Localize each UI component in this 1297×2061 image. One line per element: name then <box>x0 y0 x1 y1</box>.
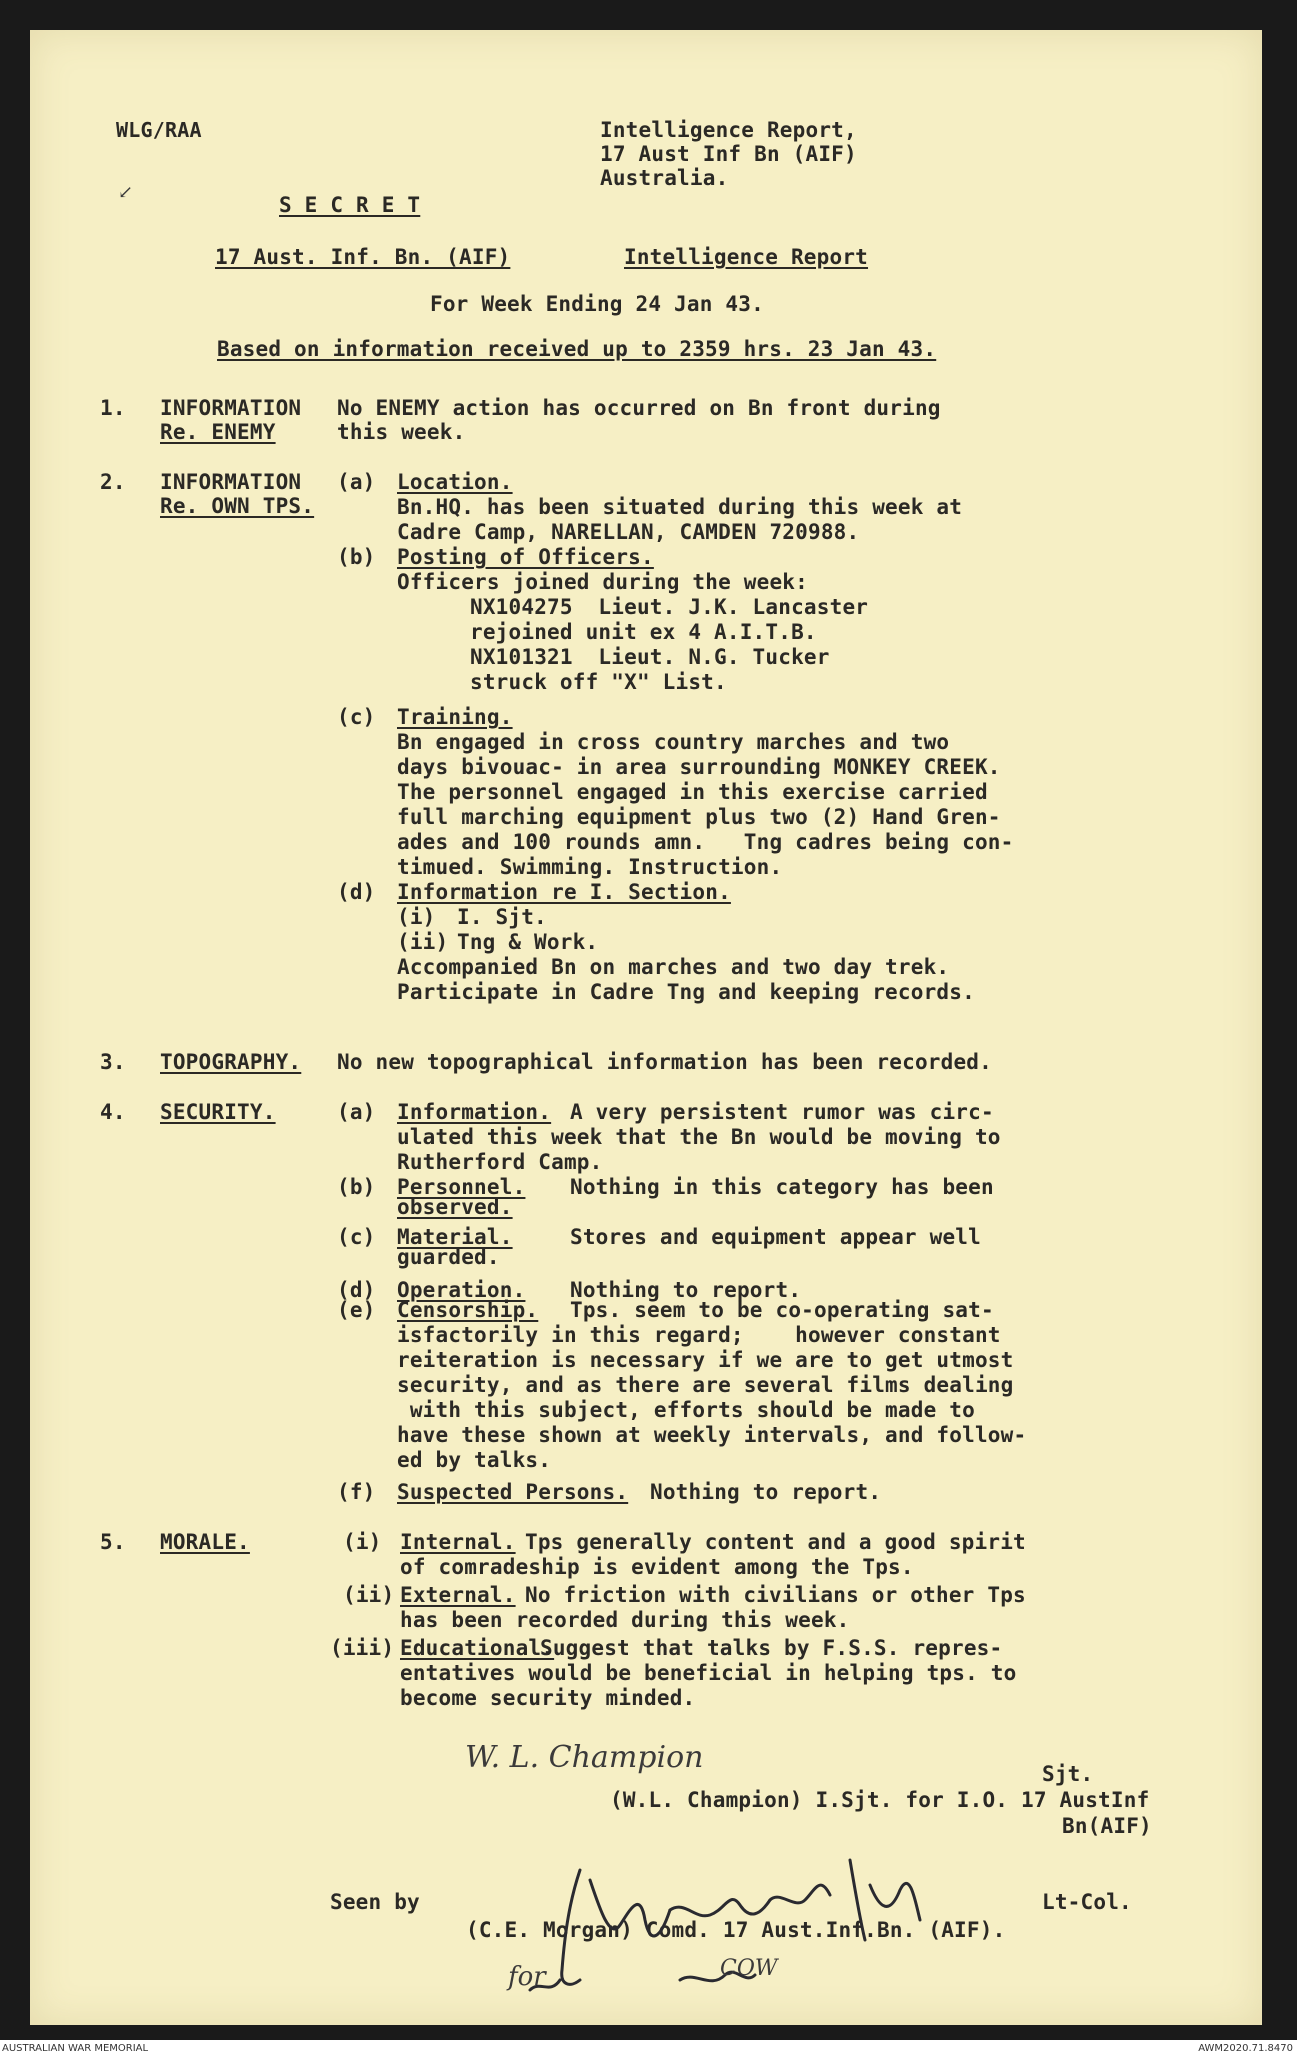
item-mark: (iii) <box>330 1636 395 1660</box>
signatory-1-line: (W.L. Champion) I.Sjt. for I.O. 17 AustInf <box>610 1788 1150 1812</box>
censorship-heading: Censorship. <box>397 1298 539 1322</box>
signatory-2-rank: Lt-Col. <box>1042 1890 1132 1914</box>
item-mark: (ii) <box>343 1583 395 1607</box>
handwritten-for: for <box>508 1962 546 1992</box>
training-line-1: Bn engaged in cross country marches and two <box>397 730 950 754</box>
posting-heading: Posting of Officers. <box>397 545 654 569</box>
i-section-line-1: Accompanied Bn on marches and two day trek. <box>397 955 950 979</box>
section-5-heading: MORALE. <box>160 1530 250 1554</box>
week-ending: For Week Ending 24 Jan 43. <box>430 292 764 316</box>
signatory-1-rank: Sjt. <box>1042 1762 1094 1786</box>
educational-line-1: Suggest that talks by F.S.S. repres- <box>540 1636 1003 1660</box>
item-mark: (d) <box>337 1278 376 1302</box>
i-section-sub-mark: (i) <box>397 905 436 929</box>
personnel-line-1: Nothing in this category has been <box>570 1175 994 1199</box>
external-line-2: has been recorded during this week. <box>400 1608 850 1632</box>
section-4-number: 4. <box>100 1100 126 1124</box>
i-section-sub-2: Tng & Work. <box>457 930 599 954</box>
addressee-line-3: Australia. <box>600 166 729 190</box>
posting-line-1: Officers joined during the week: <box>397 570 808 594</box>
i-section-line-2: Participate in Cadre Tng and keeping records. <box>397 980 975 1004</box>
internal-line-2: of comradeship is evident among the Tps. <box>400 1555 914 1579</box>
training-line-5: ades and 100 rounds amn. Tng cadres being con- <box>397 830 1014 854</box>
training-line-2: days bivouac- in area surrounding MONKEY CREEK. <box>397 755 1001 779</box>
external-heading: External. <box>400 1583 516 1607</box>
location-heading: Location. <box>397 470 513 494</box>
signatory-1-line-b: Bn(AIF) <box>1062 1814 1152 1838</box>
item-mark: (b) <box>337 545 376 569</box>
section-1-heading-1: INFORMATION <box>160 396 302 420</box>
material-line-2: guarded. <box>397 1245 500 1269</box>
i-section-sub-mark: (ii) <box>397 930 449 954</box>
material-heading: Material. <box>397 1225 513 1249</box>
training-line-3: The personnel engaged in this exercise carried <box>397 780 988 804</box>
information-line-2: ulated this week that the Bn would be moving to <box>397 1125 1001 1149</box>
censorship-line-2: isfactorily in this regard; however constant <box>397 1323 1001 1347</box>
censorship-line-5: with this subject, efforts should be made to <box>397 1398 975 1422</box>
censorship-line-1: Tps. seem to be co-operating sat- <box>570 1298 994 1322</box>
based-on-line: Based on information received up to 2359 hrs. 23 Jan 43. <box>217 337 937 361</box>
i-section-sub-1: I. Sjt. <box>457 905 547 929</box>
educational-heading: Educational. <box>400 1636 555 1660</box>
educational-line-2: entatives would be beneficial in helping tps. to <box>400 1661 1017 1685</box>
location-line-2: Cadre Camp, NARELLAN, CAMDEN 720988. <box>397 520 860 544</box>
suspected-heading: Suspected Persons. <box>397 1480 629 1504</box>
internal-line-1: Tps generally content and a good spirit <box>525 1530 1026 1554</box>
external-line-1: No friction with civilians or other Tps <box>525 1583 1026 1607</box>
section-2-heading-1: INFORMATION <box>160 470 302 494</box>
posting-line-3: rejoined unit ex 4 A.I.T.B. <box>470 620 817 644</box>
footer-institution: AUSTRALIAN WAR MEMORIAL <box>2 2043 149 2054</box>
section-1-line-2: this week. <box>337 420 466 444</box>
personnel-heading: Personnel. <box>397 1175 526 1199</box>
posting-line-5: struck off "X" List. <box>470 670 727 694</box>
secret-label: S E C R E T <box>279 193 421 217</box>
item-mark: (a) <box>337 1100 376 1124</box>
unit-title: 17 Aust. Inf. Bn. (AIF) <box>215 245 511 269</box>
i-section-heading: Information re I. Section. <box>397 880 731 904</box>
material-line-1: Stores and equipment appear well <box>570 1225 981 1249</box>
item-mark: (f) <box>337 1480 376 1504</box>
internal-heading: Internal. <box>400 1530 516 1554</box>
addressee-line-1: Intelligence Report, <box>600 118 857 142</box>
document-page <box>30 30 1262 2025</box>
item-mark: (c) <box>337 705 376 729</box>
item-mark: (e) <box>337 1298 376 1322</box>
censorship-line-6: have these shown at weekly intervals, and follow- <box>397 1423 1027 1447</box>
item-mark: (d) <box>337 880 376 904</box>
posting-line-2: NX104275 Lieut. J.K. Lancaster <box>470 595 869 619</box>
section-4-heading: SECURITY. <box>160 1100 276 1124</box>
seen-by-label: Seen by <box>330 1890 420 1914</box>
section-3-number: 3. <box>100 1050 126 1074</box>
section-2-heading-2: Re. OWN TPS. <box>160 494 315 518</box>
addressee-line-2: 17 Aust Inf Bn (AIF) <box>600 142 857 166</box>
handwritten-signature-champion: W. L. Champion <box>465 1740 704 1775</box>
operation-line-1: Nothing to report. <box>570 1278 802 1302</box>
section-1-line-1: No ENEMY action has occurred on Bn front during <box>337 396 941 420</box>
section-1-number: 1. <box>100 396 126 420</box>
item-mark: (i) <box>343 1530 382 1554</box>
section-5-number: 5. <box>100 1530 126 1554</box>
report-title: Intelligence Report <box>624 245 869 269</box>
section-3-heading: TOPOGRAPHY. <box>160 1050 302 1074</box>
information-line-3: Rutherford Camp. <box>397 1150 603 1174</box>
pencil-mark: ↙ <box>118 182 134 203</box>
handwritten-cow: COW <box>720 1956 778 1981</box>
reference-code: WLG/RAA <box>116 118 202 142</box>
educational-line-3: become security minded. <box>400 1686 696 1710</box>
information-heading: Information. <box>397 1100 552 1124</box>
censorship-line-3: reiteration is necessary if we are to get utmost <box>397 1348 1014 1372</box>
location-line-1: Bn.HQ. has been situated during this week at <box>397 495 963 519</box>
section-1-heading-2: Re. ENEMY <box>160 420 276 444</box>
item-mark: (c) <box>337 1225 376 1249</box>
posting-line-4: NX101321 Lieut. N.G. Tucker <box>470 645 830 669</box>
training-line-4: full marching equipment plus two (2) Hand Gren- <box>397 805 1001 829</box>
signatory-2-line: (C.E. Morgan) Comd. 17 Aust.Inf.Bn. (AIF). <box>466 1918 1006 1942</box>
operation-heading: Operation. <box>397 1278 526 1302</box>
section-3-line-1: No new topographical information has been recorded. <box>337 1050 992 1074</box>
information-line-1: A very persistent rumor was circ- <box>570 1100 994 1124</box>
handwritten-signature-morgan <box>470 1830 990 2010</box>
training-heading: Training. <box>397 705 513 729</box>
suspected-line-1: Nothing to report. <box>650 1480 882 1504</box>
personnel-line-2: observed. <box>397 1195 513 1219</box>
censorship-line-7: ed by talks. <box>397 1448 552 1472</box>
item-mark: (b) <box>337 1175 376 1199</box>
section-2-number: 2. <box>100 470 126 494</box>
footer-accession-number: AWM2020.71.8470 <box>1198 2043 1293 2054</box>
censorship-line-4: security, and as there are several films dealing <box>397 1373 1014 1397</box>
item-mark: (a) <box>337 470 376 494</box>
training-line-6: timued. Swimming. Instruction. <box>397 855 783 879</box>
